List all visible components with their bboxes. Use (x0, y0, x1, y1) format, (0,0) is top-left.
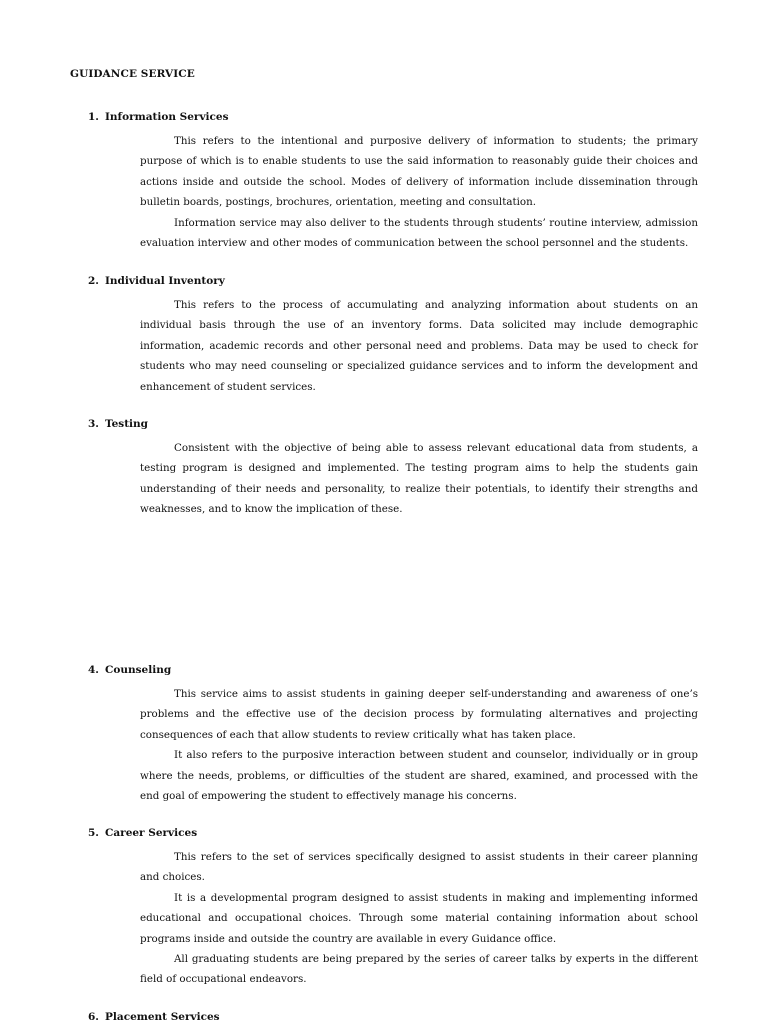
section-body (140, 295, 698, 397)
section-number: 5. (88, 827, 99, 839)
section-body (140, 847, 698, 990)
paragraph: Information service may also deliver to the students through students’ routine interview, admission evaluation interview and other modes of communication between the school personnel and the students. (140, 216, 698, 250)
section-heading (88, 111, 229, 123)
section-title: Placement Services (105, 1011, 220, 1023)
section-number: 6. (88, 1011, 99, 1023)
section-heading (88, 418, 148, 430)
section-heading (88, 827, 197, 839)
paragraph: This refers to the intentional and purposive delivery of information to students; the primary purpose of which is to enable students to use the said information to reasonably guide their choices and actions inside and outside the school. Modes of delivery of information include dissemination through bulletin boards, postings, brochures, orientation, meeting and consultation. (140, 135, 698, 209)
paragraph: Consistent with the objective of being able to assess relevant educational data from students, a testing program is designed and implemented. The testing program aims to help the students gain understanding of their needs and personality, to realize their potentials, to identify their strengths and weaknesses, and to know the implication of these. (140, 442, 698, 516)
section-title: Testing (105, 418, 149, 430)
section-heading (88, 1011, 220, 1023)
document-title: GUIDANCE SERVICE (70, 68, 195, 80)
paragraph: All graduating students are being prepared by the series of career talks by experts in the different field of occupational endeavors. (140, 953, 698, 986)
section-body (140, 684, 698, 806)
section-title: Individual Inventory (105, 275, 225, 287)
paragraph: This refers to the process of accumulating and analyzing information about students on an individual basis through the use of an inventory forms. Data solicited may include demographic information, academic records and other personal need and problems. Data may be used to check for students who may need counseling or specialized guidance services and to inform the development and enhancement of student services. (140, 299, 698, 393)
paragraph: This service aims to assist students in gaining deeper self-understanding and awareness of one’s problems and the effective use of the decision process by formulating alternatives and projecting consequences of each that allow students to review critically what has taken place. (140, 688, 698, 741)
section-title: Information Services (105, 111, 229, 123)
section-number: 4. (88, 664, 99, 676)
paragraph: It is a developmental program designed to assist students in making and implementing informed educational and occupational choices. Through some material containing information about school programs inside and outside the country are available in every Guidance office. (140, 891, 698, 945)
paragraph: It also refers to the purposive interaction between student and counselor, individually or in group where the needs, problems, or difficulties of the student are shared, examined, and processed with the end goal of empowering the student to effectively manage his concerns. (140, 749, 698, 803)
paragraph: This refers to the set of services specifically designed to assist students in their career planning and choices. (140, 851, 698, 884)
section-number: 2. (88, 275, 99, 287)
section-body (140, 438, 698, 520)
section-heading (88, 664, 171, 676)
section-title: Counseling (105, 664, 172, 676)
section-heading (88, 275, 225, 287)
section-number: 1. (88, 111, 99, 123)
section-title: Career Services (105, 827, 198, 839)
section-number: 3. (88, 418, 99, 430)
section-body (140, 131, 698, 253)
